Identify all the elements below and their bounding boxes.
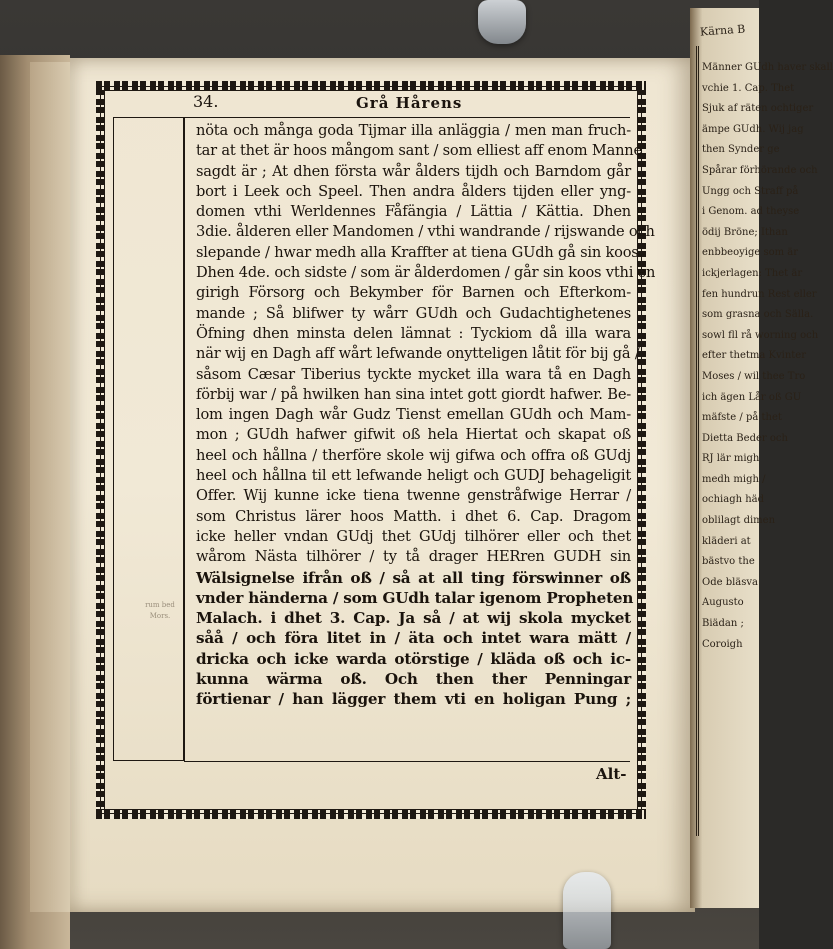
facing-text-line: bästvo the xyxy=(702,556,755,568)
margin-note: rum bed Mors. xyxy=(145,601,175,620)
text-line: vnder händerna / som GUdh talar igenom Propheten xyxy=(196,588,634,607)
running-head: Grå Hårens xyxy=(356,94,463,112)
facing-text-line: Spårar förhörande och xyxy=(702,164,818,176)
book-clip-top xyxy=(478,0,526,44)
catchword: Alt- xyxy=(596,765,627,783)
text-line: tar at thet är hoos mångom sant / som elliest aff enom Manne xyxy=(196,142,642,160)
text-line: 3die. ålderen eller Mandomen / vthi wandrande / rijswande och xyxy=(196,223,655,241)
facing-text-line: fen hundrun Rest eller xyxy=(702,288,817,300)
book-clip-bottom xyxy=(563,872,611,949)
text-line: kunna wärma oß. Och then ther Penningar xyxy=(196,670,631,689)
text-line: lom ingen Dagh wår Gudz Tienst emellan GUdh och Mam- xyxy=(196,406,631,424)
facing-page xyxy=(690,8,833,908)
facing-text-line: Biädan ; xyxy=(702,618,744,630)
text-line: nöta och många goda Tijmar illa anläggia / men man fruch- xyxy=(196,122,631,139)
facing-text-line: kläderi at xyxy=(702,535,751,547)
text-line: Malach. i dhet 3. Cap. Ja så / at wij skola mycket xyxy=(196,609,631,628)
facing-text-line: Ungg och Straff på xyxy=(702,185,799,197)
text-line: bort i Leek och Speel. Then andra ålders tijden eller yng- xyxy=(196,182,631,200)
facing-text-line: som grasna och Sälla. xyxy=(702,309,814,321)
text-line: domen vthi Werldennes Fåfängia / Lättia / Kättia. Dhen xyxy=(196,203,631,221)
page-number: 34. xyxy=(193,92,219,111)
text-line: icke heller vndan GUdj thet GUdj tilhörer eller och thet xyxy=(196,527,631,545)
facing-page-text xyxy=(702,58,833,818)
text-line: förbij war / på hwilken han sina intet gott giordt hafwer. Be- xyxy=(196,385,631,403)
facing-text-line: i Genom. ad theyse xyxy=(702,206,800,218)
text-line: dricka och icke warda otörstige / kläda oß och ic- xyxy=(196,649,631,668)
facing-text-line: efter thetma Kvinter xyxy=(702,350,807,362)
facing-text-line: ochiagh häd xyxy=(702,494,765,506)
facing-text-line: RJ lär migh xyxy=(702,453,760,465)
text-line: heel och hållna / therföre skole wij gifwa och offra oß GUdj xyxy=(196,446,631,464)
facing-text-line: sowl fll rå worning och xyxy=(702,329,819,341)
facing-text-line: then Synder ge xyxy=(702,144,780,156)
facing-text-line: Sjuk af räten ochtiger xyxy=(702,103,814,115)
facing-text-line: vchie 1. Cap. Thet xyxy=(702,82,795,94)
body-text xyxy=(196,121,656,710)
text-line: slepande / hwar medh alla Kraffter at tiena GUdh gå sin koos. xyxy=(196,243,644,261)
text-line: girigh Försorg och Bekymber för Barnen och Efterkom- xyxy=(196,284,631,302)
facing-text-line: medh migh / xyxy=(702,473,766,485)
text-line: när wij en Dagh aff wårt lefwande onytteligen låtit för bij gå / xyxy=(196,345,640,363)
text-line: såsom Cæsar Tiberius tyckte mycket illa wara tå en Dagh xyxy=(196,365,631,383)
text-line: Offer. Wij kunne icke tiena twenne genstråfwige Herrar / xyxy=(196,487,631,505)
text-line: mande ; Så blifwer ty wårr GUdh och Gudachtighetenes xyxy=(196,304,631,322)
text-line: förtienar / han lägger them vti en holigan Pung ; xyxy=(196,690,631,709)
facing-text-line: ickjerlagen: Thet är xyxy=(702,267,803,279)
text-line: såå / och föra litet in / äta och intet wara mätt / xyxy=(196,629,631,648)
facing-page-header: Kärna B xyxy=(699,22,746,39)
facing-text-line: oblilagt dimen xyxy=(702,515,776,527)
text-line: Öfning dhen minsta delen lämnat : Tyckiom då illa wara xyxy=(196,324,631,342)
facing-text-line: enbbeoyige som är xyxy=(702,247,799,259)
header-rule xyxy=(184,117,630,118)
facing-text-line: Ode bläsva xyxy=(702,576,759,588)
facing-text-line: ämpe GUdh. Wij jag xyxy=(702,123,804,135)
text-line: wårom Nästa tilhörer / ty tå drager HERren GUDH sin xyxy=(196,548,631,566)
facing-text-line: Augusto xyxy=(702,597,744,609)
facing-text-line: Moses / wil thee Tro xyxy=(702,370,806,382)
facing-text-line: ich ägen Lår oß GU xyxy=(702,391,802,403)
text-line: som Christus lärer hoos Matth. i dhet 6. Cap. Dragom xyxy=(196,507,631,525)
footer-rule xyxy=(184,761,630,762)
facing-text-line: Dietta Beder och xyxy=(702,432,788,444)
facing-text-line: Männer GUdh haver skall xyxy=(702,62,833,73)
facing-text-line: ödij Bröne; Ithan xyxy=(702,226,788,238)
text-line: mon ; GUdh hafwer gifwit oß hela Hiertat och skapat oß xyxy=(196,426,631,444)
margin-column xyxy=(113,117,185,761)
facing-text-line: Coroigh xyxy=(702,638,743,650)
facing-text-line: mäfste / på thet xyxy=(702,412,782,424)
text-line: heel och hållna til ett lefwande heligt och GUDJ behageligit xyxy=(196,467,631,485)
text-line: Dhen 4de. och sidste / som är ålderdomen / går sin koos vthi en xyxy=(196,264,656,282)
text-line: sagdt är ; At dhen första wår ålders tijdh och Barndom går xyxy=(196,162,631,180)
text-line: Wälsignelse ifrån oß / så at all ting förswinner oß xyxy=(196,568,631,587)
